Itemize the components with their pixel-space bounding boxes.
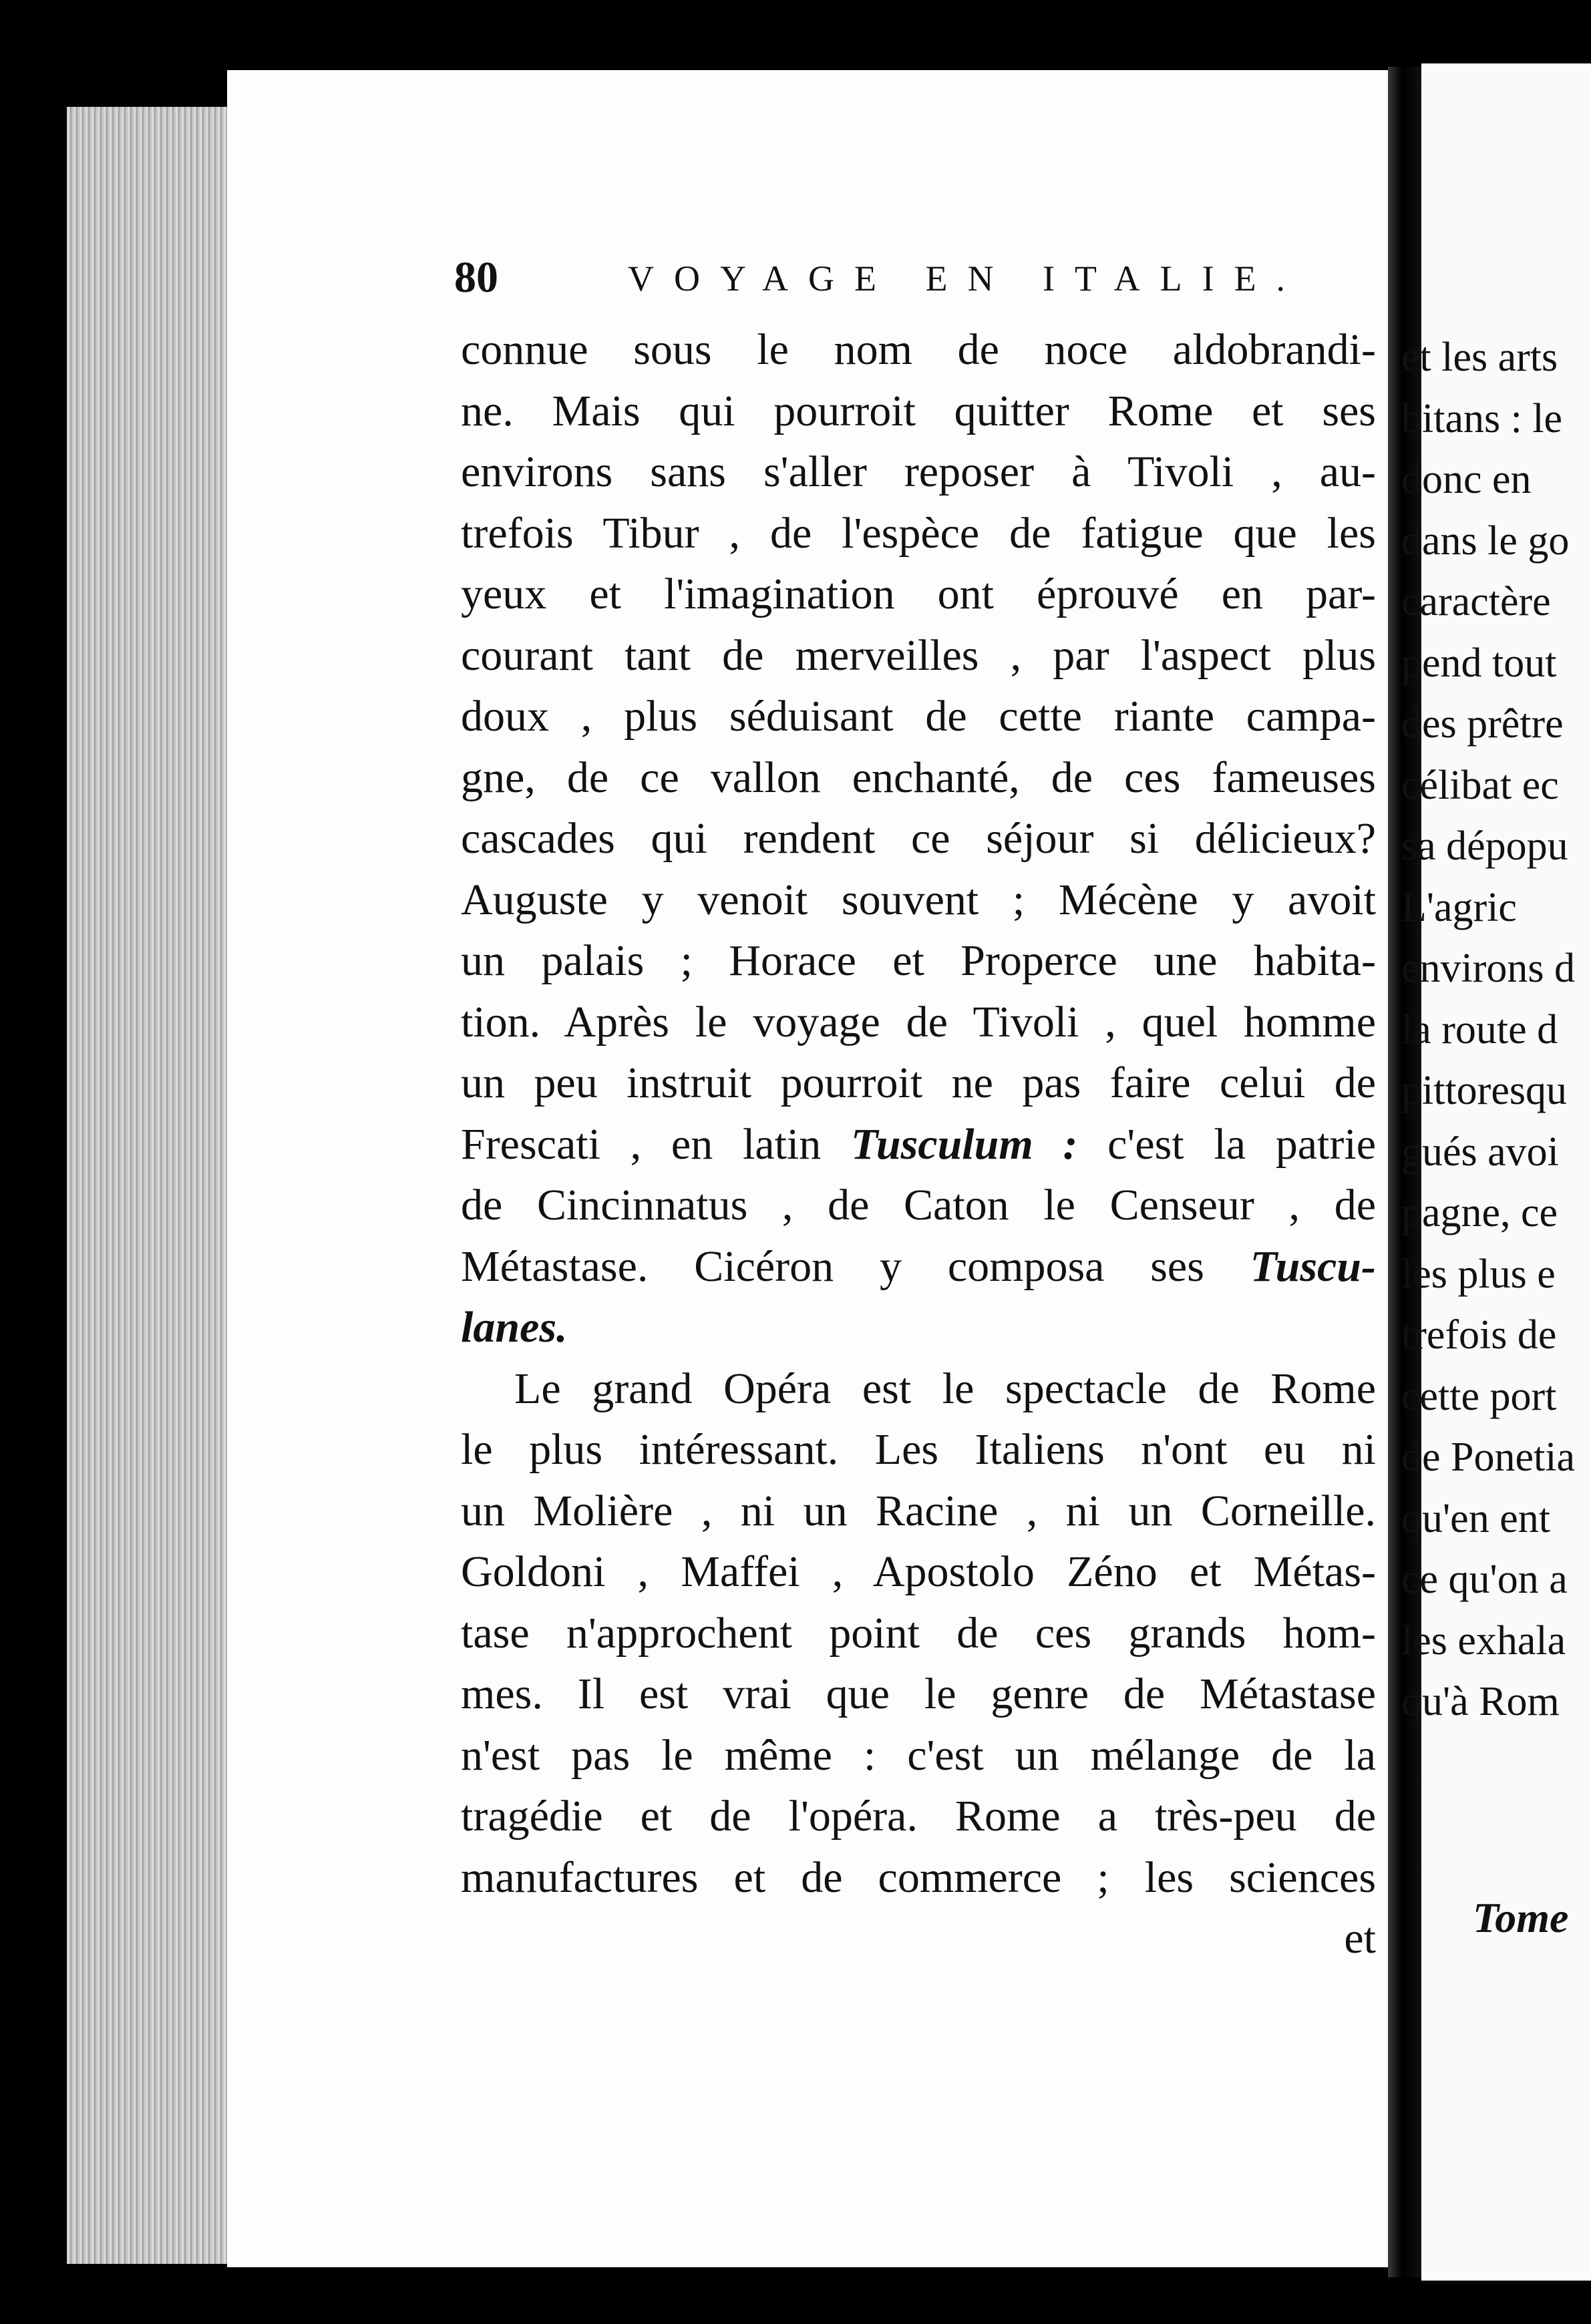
- right-text-line: ce qu'on a: [1401, 1557, 1568, 1602]
- text-line: mes. Il est vrai que le genre de Métastase: [461, 1670, 1376, 1718]
- right-text-line: les plus e: [1401, 1251, 1556, 1297]
- text-line: gne, de ce vallon enchanté, de ces fameuses: [461, 753, 1376, 802]
- text-line: doux , plus séduisant de cette riante campa-: [461, 692, 1376, 741]
- text-line: un Molière , ni un Racine , ni un Corneille.: [461, 1486, 1376, 1535]
- italic-tusculum: Tusculum :: [851, 1119, 1078, 1169]
- text-line-tusculum: [461, 1114, 1376, 1175]
- right-text-line: pittoresqu: [1401, 1068, 1567, 1113]
- text-line: le plus intéressant. Les Italiens n'ont eu ni: [461, 1425, 1376, 1474]
- text-line: cascades qui rendent ce séjour si délicieux?: [461, 814, 1376, 863]
- right-text-line: cette port: [1401, 1373, 1557, 1419]
- right-text-line: dans le go: [1401, 518, 1570, 564]
- italic-tuscu: Tuscu-: [1250, 1241, 1376, 1291]
- right-text-line: célibat ec: [1401, 762, 1559, 808]
- right-text-line: donc en: [1401, 457, 1532, 502]
- text-line: Le grand Opéra est le spectacle de Rome: [514, 1364, 1376, 1413]
- page-edge: [67, 107, 234, 2264]
- text-segment: Frescati , en latin: [461, 1119, 822, 1169]
- right-text-line: et les arts: [1401, 335, 1558, 380]
- right-text-line: trefois de: [1401, 1312, 1557, 1358]
- text-line: manufactures et de commerce ; les sciences: [461, 1853, 1376, 1902]
- text-line-lanes: [461, 1297, 1376, 1358]
- text-line: trefois Tibur , de l'espèce de fatigue que les: [461, 508, 1376, 558]
- body-text: [461, 319, 1376, 1969]
- running-title: VOYAGE EN ITALIE.: [628, 258, 1306, 299]
- right-page-text: [1401, 327, 1591, 1733]
- right-text-line: qu'à Rom: [1401, 1679, 1560, 1724]
- text-line: de Cincinnatus , de Caton le Censeur , de: [461, 1181, 1376, 1229]
- text-line: un palais ; Horace et Properce une habita-: [461, 936, 1376, 985]
- text-line: tase n'approchent point de ces grands hom-: [461, 1608, 1376, 1658]
- text-line: connue sous le nom de noce aldobrandi-: [461, 325, 1376, 374]
- text-segment: Métastase. Cicéron y composa ses: [461, 1241, 1204, 1291]
- right-text-line: pend tout: [1401, 640, 1557, 686]
- text-line: courant tant de merveilles , par l'aspect plus: [461, 630, 1376, 680]
- right-text-line: les exhala: [1401, 1617, 1566, 1664]
- text-line: tion. Après le voyage de Tivoli , quel homme: [461, 997, 1376, 1046]
- right-text-line: de Ponetia: [1401, 1434, 1575, 1480]
- catchword: et: [1344, 1914, 1376, 1963]
- text-line: Goldoni , Maffei , Apostolo Zéno et Métas-: [461, 1547, 1376, 1596]
- text-line: n'est pas le même : c'est un mélange de la: [461, 1730, 1376, 1780]
- right-text-line: des prêtre: [1401, 701, 1564, 747]
- right-text-line: environs d: [1401, 946, 1576, 991]
- right-text-line: L'agric: [1401, 884, 1517, 930]
- text-segment: c'est la patrie: [1107, 1119, 1377, 1169]
- right-text-line: pagne, ce: [1401, 1190, 1558, 1235]
- right-page-signature: Tome: [1473, 1894, 1569, 1941]
- page-header: [454, 252, 1349, 313]
- text-line: ne. Mais qui pourroit quitter Rome et ses: [461, 386, 1376, 435]
- text-line: environs sans s'aller reposer à Tivoli , au-: [461, 447, 1376, 496]
- text-line: Auguste y venoit souvent ; Mécène y avoit: [461, 875, 1376, 924]
- text-line: tragédie et de l'opéra. Rome a très-peu de: [461, 1792, 1376, 1841]
- right-text-line: la route d: [1401, 1006, 1558, 1052]
- italic-lanes: lanes.: [461, 1303, 568, 1352]
- right-text-line: caractère: [1401, 579, 1551, 624]
- text-line-tuscu: [461, 1236, 1376, 1298]
- text-line: yeux et l'imagination ont éprouvé en par-: [461, 570, 1376, 618]
- right-text-line: qu'en ent: [1401, 1495, 1550, 1541]
- page-number: 80: [454, 253, 498, 302]
- right-text-line: bitans : le: [1401, 395, 1563, 441]
- right-text-line: gués avoi: [1401, 1129, 1559, 1175]
- right-text-line: sa dépopu: [1401, 823, 1568, 869]
- text-line: un peu instruit pourroit ne pas faire celui de: [461, 1058, 1376, 1107]
